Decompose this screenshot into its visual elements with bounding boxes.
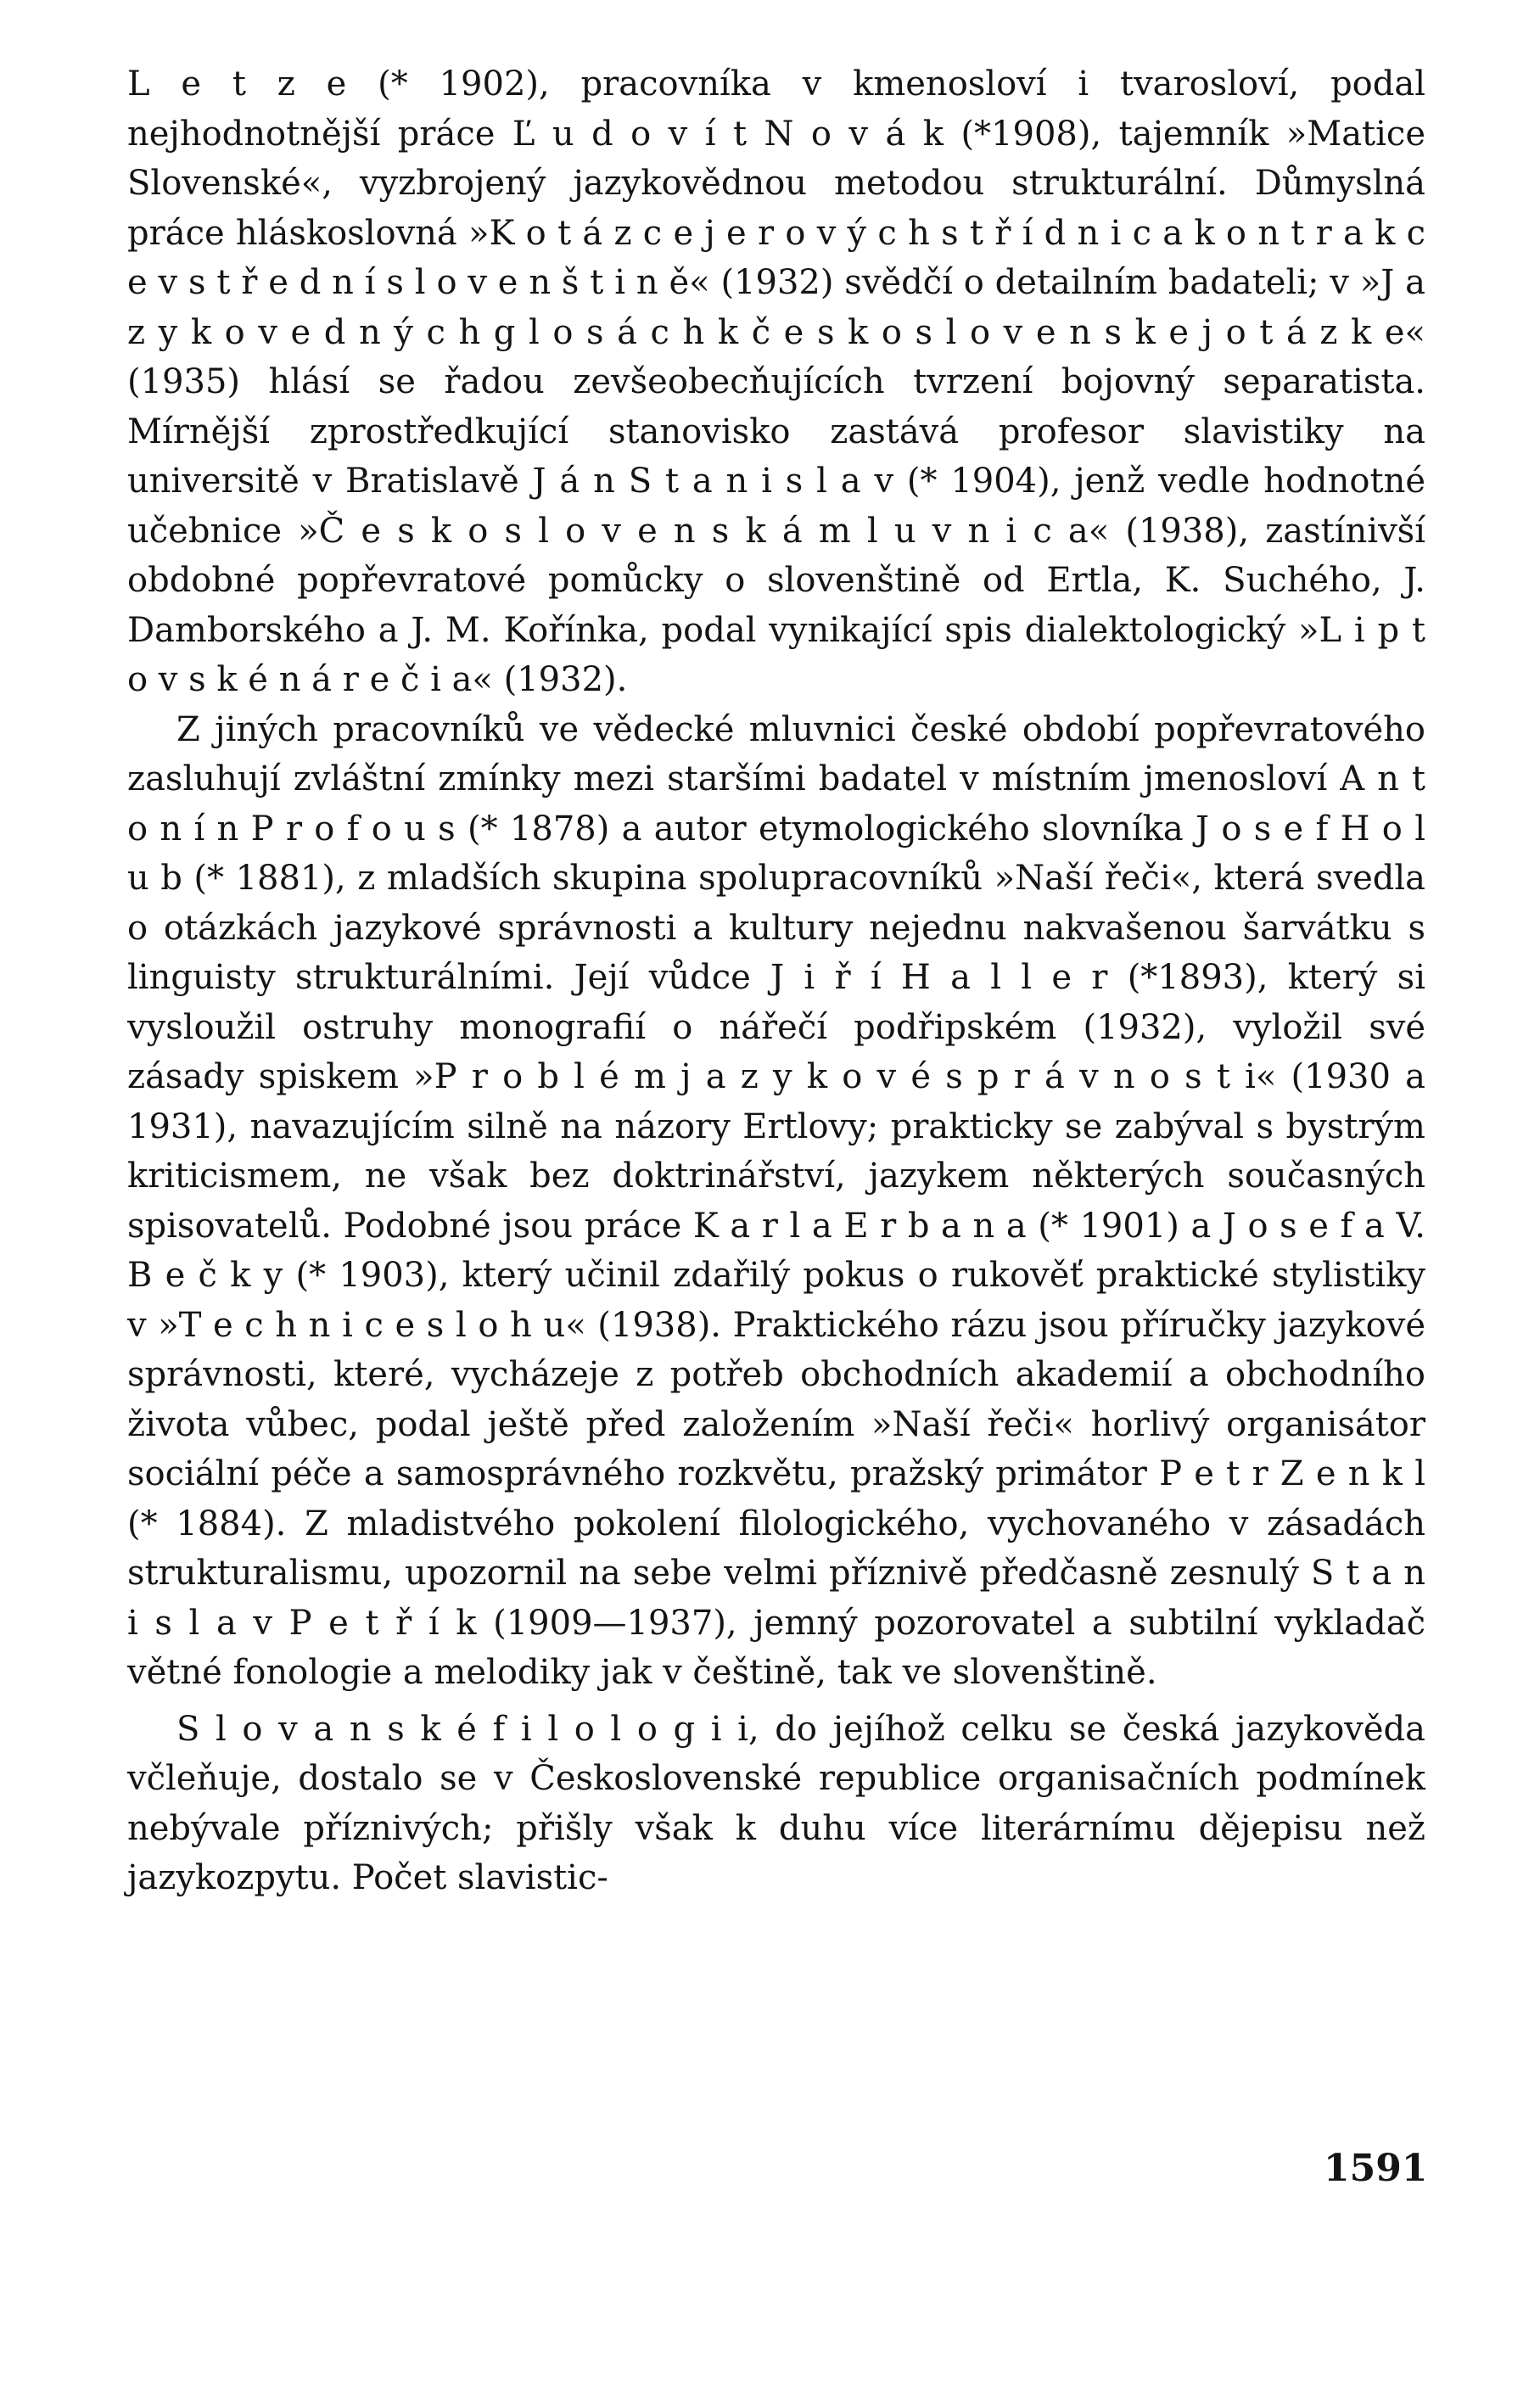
page-number: 1591 bbox=[1324, 2147, 1428, 2190]
paragraph-3: S l o v a n s k é f i l o l o g i i, do jejíhož celku se česká jazykověda včleňuje, dostalo se v Československé republice organisačních podmínek nebývale příznivých; přišly však k duhu více literárnímu dějepisu než jazykozpytu. Počet slavistic- bbox=[127, 1709, 1425, 1897]
paragraph-1: L e t z e (* 1902), pracovníka v kmenosloví i tvarosloví, podal nejhodnotnější práce Ľ u d o v í t N o v á k (*1908), tajemník »Matice Slovenské«, vyzbrojený jazykovědnou metodou strukturální. Důmyslná práce hláskoslovná »K o t á z c e j e r o v ý c h s t ř í d n i c a k o n t r a k c e v s t ř e d n í s l o v e n š t i n ě« (1932) svědčí o detailním badateli; v »J a z y k o v e d n ý c h g l o s á c h k č e s k o s l o v e n s k e j o t á z k e« (1935) hlásí se řadou zevšeobecňujících tvrzení bojovný separatista. Mírnější zprostředkující stanovisko zastává profesor slavistiky na universitě v Bratislavě J á n S t a n i s l a v (* 1904), jenž vedle hodnotné učebnice »Č e s k o s l o v e n s k á m l u v n i c a« (1938), zastínivší obdobné popřevratové pomůcky o slovenštině od Ertla, K. Suchého, J. Damborského a J. M. Kořínka, podal vynikající spis dialektologický »L i p t o v s k é n á r e č i a« (1932). bbox=[127, 64, 1425, 699]
paragraph-2: Z jiných pracovníků ve vědecké mluvnici české období popřevratového zasluhují zvláštní zmínky mezi staršími badatel v místním jmenosloví A n t o n í n P r o f o u s (* 1878) a autor etymologického slovníka J o s e f H o l u b (* 1881), z mladších skupina spolupracovníků »Naší řeči«, která svedla o otázkách jazykové správnosti a kultury nejednu nakvašenou šarvátku s linguisty strukturálními. Její vůdce J i ř í H a l l e r (*1893), který si vysloužil ostruhy monografií o nářečí podřipském (1932), vyložil své zásady spiskem »P r o b l é m j a z y k o v é s p r á v n o s t i« (1930 a 1931), navazujícím silně na názory Ertlovy; prakticky se zabýval s bystrým kriticismem, ne však bez doktrinářství, jazykem některých současných spisovatelů. Podobné jsou práce K a r l a E r b a n a (* 1901) a J o s e f a V. B e č k y (* 1903), který učinil zdařilý pokus o rukověť praktické stylistiky v »T e c h n i c e s l o h u« (1938). Praktického rázu jsou příručky jazykové správnosti, které, vycházeje z potřeb obchodních akademií a obchodního života vůbec, podal ještě před založením »Naší řeči« horlivý organisátor sociální péče a samosprávného rozkvětu, pražský primátor P e t r Z e n k l (* 1884). Z mladistvého pokolení filologického, vychovaného v zásadách strukturalismu, upozornil na sebe velmi příznivě předčasně zesnulý S t a n i s l a v P e t ř í k (1909—1937), jemný pozorovatel a subtilní vykladač větné fonologie a melodiky jak v češtině, tak ve slovenštině. bbox=[127, 709, 1425, 1692]
page-body bbox=[127, 59, 1425, 1903]
